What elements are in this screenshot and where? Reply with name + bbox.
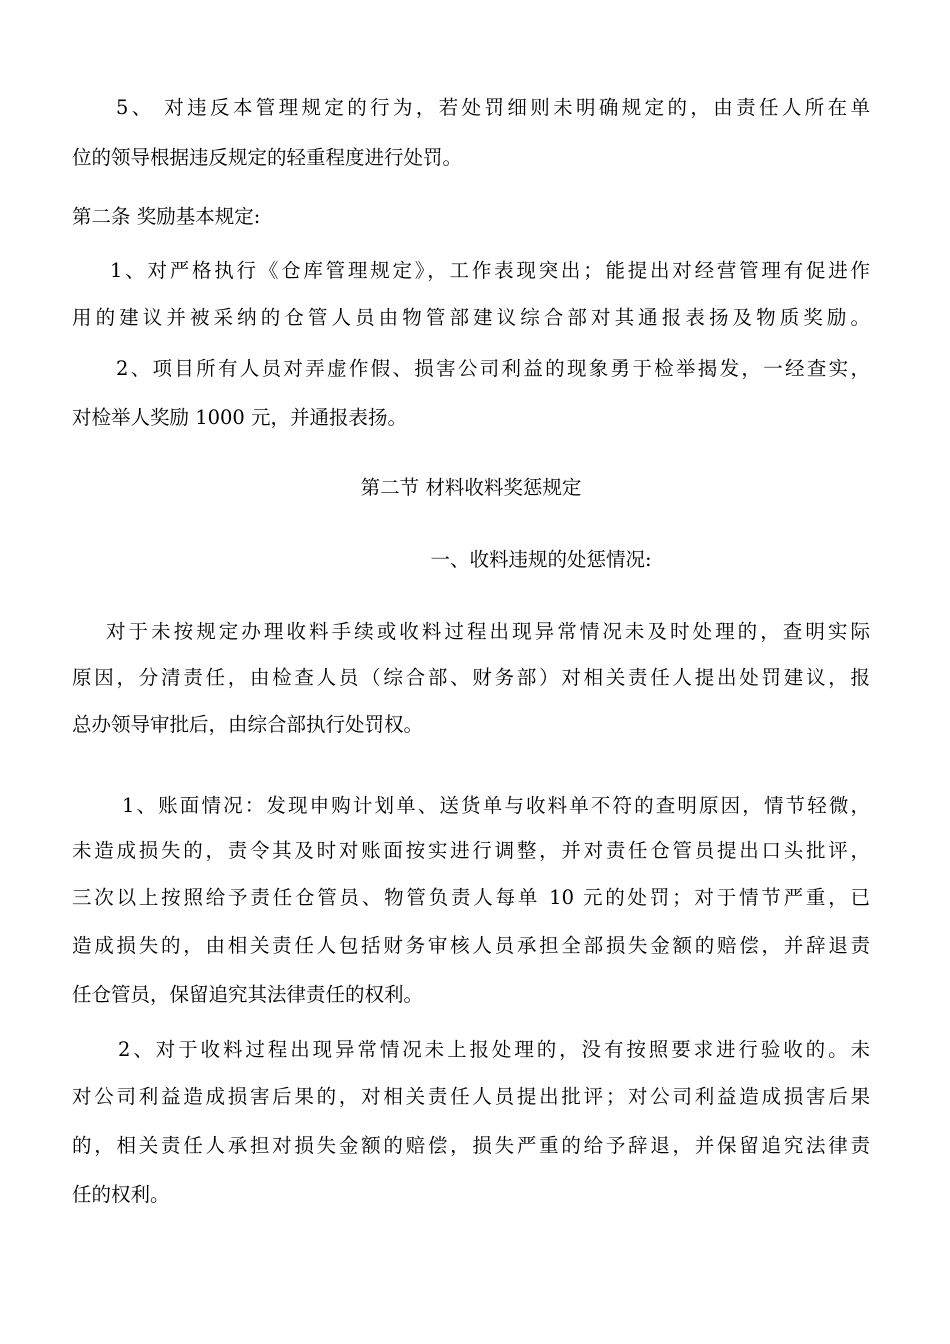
penalty2-line2: 对公司利益造成损害后果的，对相关责任人员提出批评；对公司利益造成损害后果 (72, 1085, 870, 1108)
item5-line2: 位的领导根据违反规定的轻重程度进行处罚。 (72, 146, 463, 169)
penalty1-line4: 造成损失的，由相关责任人包括财务审核人员承担全部损失金额的赔偿，并辞退责 (72, 934, 870, 957)
penalty2-line1: 2、对于收料过程出现异常情况未上报处理的，没有按照要求进行验收的。未 (118, 1038, 870, 1061)
reward2-line2: 对检举人奖励 1000 元，并通报表扬。 (72, 406, 408, 429)
reward1-line2: 用的建议并被采纳的仓管人员由物管部建议综合部对其通报表扬及物质奖励。 (72, 306, 870, 329)
penalty1-line5: 任仓管员，保留追究其法律责任的权利。 (72, 983, 424, 1006)
penalty1-line2: 未造成损失的，责令其及时对账面按实进行调整，并对责任仓管员提出口头批评， (72, 839, 870, 862)
intro-line2: 原因，分清责任，由检查人员（综合部、财务部）对相关责任人提出处罚建议，报 (72, 666, 870, 689)
item5-line1: 5、 对违反本管理规定的行为，若处罚细则未明确规定的，由责任人所在单 (116, 96, 870, 119)
reward2-line1: 2、项目所有人员对弄虚作假、损害公司利益的现象勇于检举揭发，一经查实， (116, 357, 870, 380)
penalty1-line3: 三次以上按照给予责任仓管员、物管负责人每单 10 元的处罚；对于情节严重，已 (72, 886, 870, 909)
intro-line1: 对于未按规定办理收料手续或收料过程出现异常情况未及时处理的，查明实际 (106, 620, 870, 643)
subsection1-title: 一、收料违规的处惩情况: (430, 548, 652, 571)
article2-heading: 第二条 奖励基本规定: (72, 205, 261, 228)
reward1-line1: 1、对严格执行《仓库管理规定》，工作表现突出；能提出对经营管理有促进作 (110, 259, 870, 282)
intro-line3: 总办领导审批后，由综合部执行处罚权。 (72, 713, 424, 736)
section2-title: 第二节 材料收料奖惩规定 (360, 476, 582, 499)
penalty1-line1: 1、账面情况：发现申购计划单、送货单与收料单不符的查明原因，情节轻微， (122, 794, 870, 817)
penalty2-line3: 的，相关责任人承担对损失金额的赔偿，损失严重的给予辞退，并保留追究法律责 (72, 1134, 870, 1157)
penalty2-line4: 任的权利。 (72, 1183, 170, 1206)
